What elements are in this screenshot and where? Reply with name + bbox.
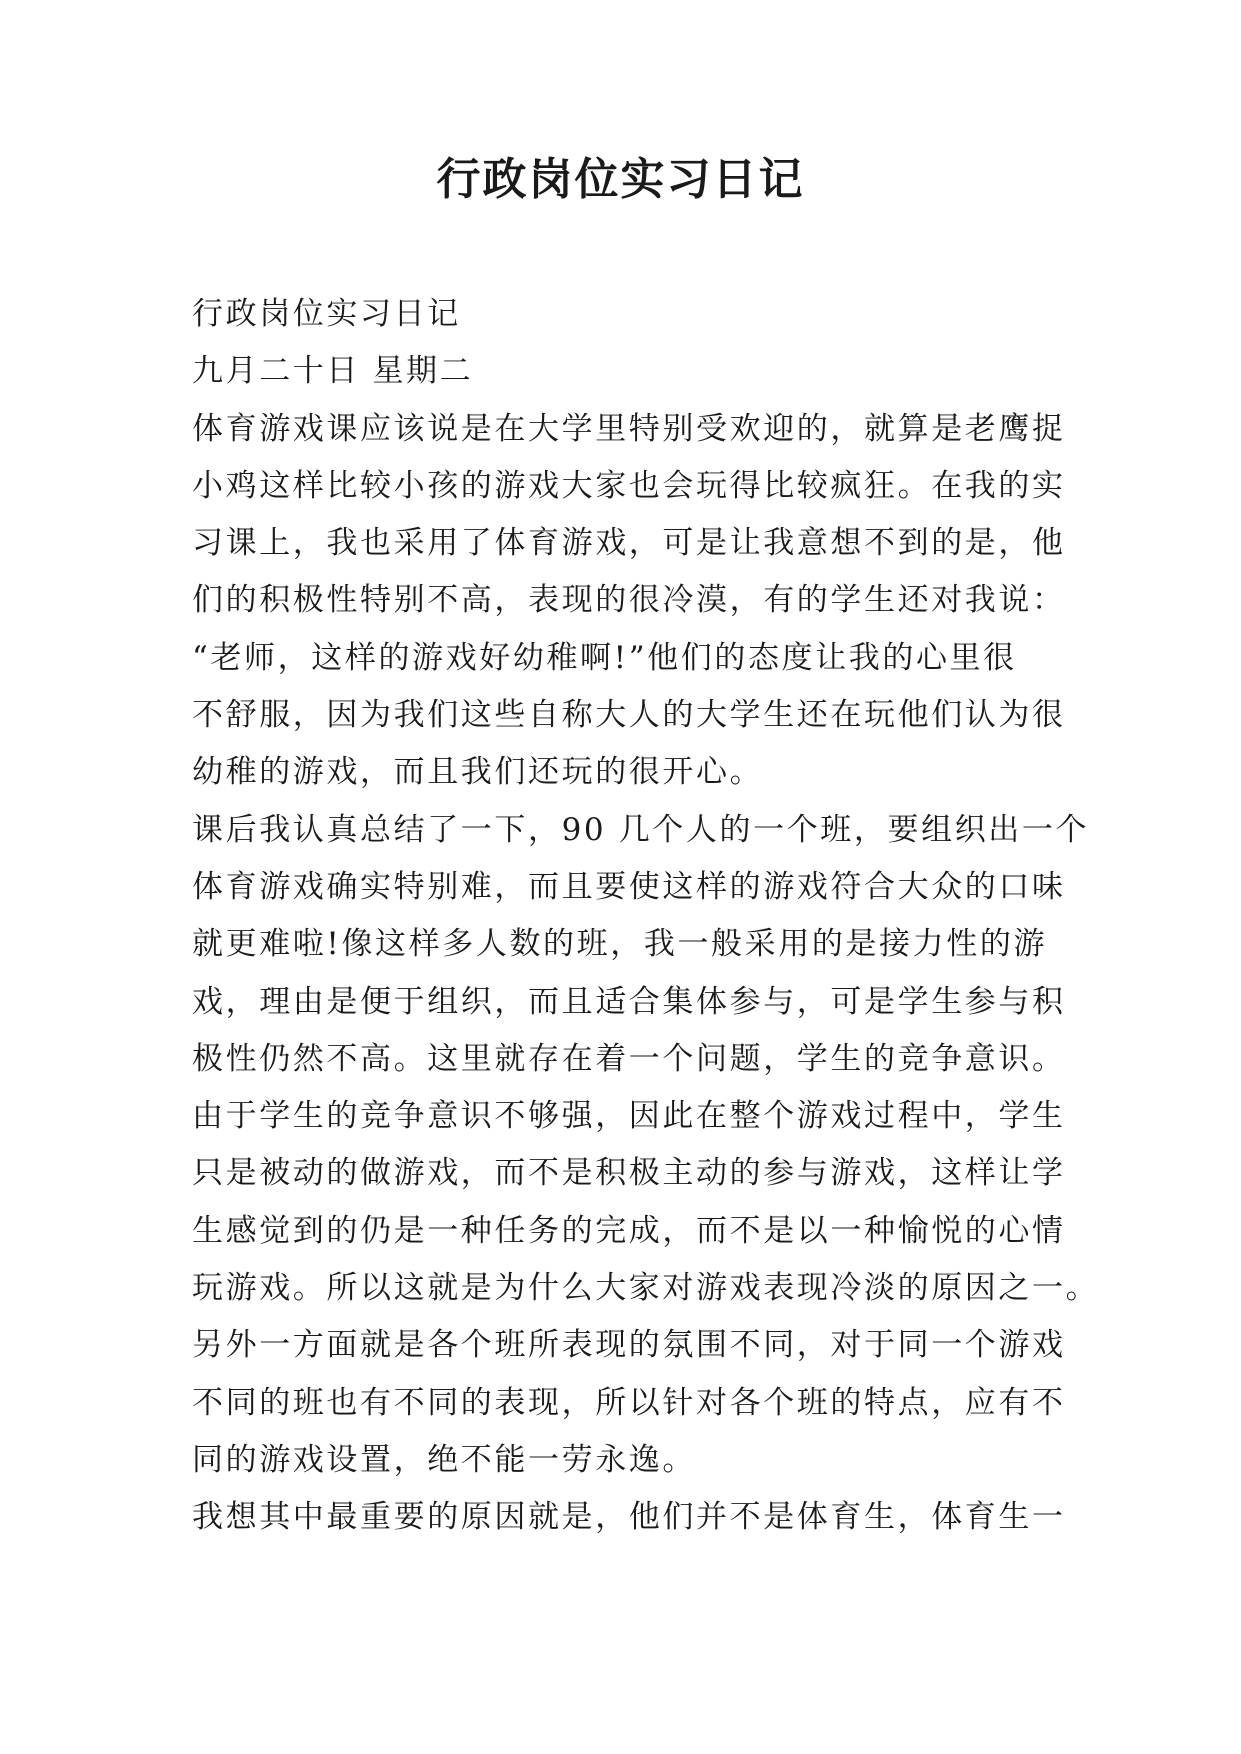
- body-line: 极性仍然不高。这里就存在着一个问题，学生的竞争意识。: [192, 1040, 1066, 1077]
- body-line: 戏，理由是便于组织，而且适合集体参与，可是学生参与积: [192, 983, 1066, 1020]
- body-line: 体育游戏确实特别难，而且要使这样的游戏符合大众的口味: [192, 868, 1066, 905]
- body-line: 只是被动的做游戏，而不是积极主动的参与游戏，这样让学: [192, 1155, 1066, 1192]
- body-line: 不同的班也有不同的表现，所以针对各个班的特点，应有不: [192, 1384, 1066, 1421]
- body-line: 们的积极性特别不高，表现的很冷漠，有的学生还对我说：: [192, 582, 1066, 619]
- body-line: 课后我认真总结了一下，90 几个人的一个班，要组织出一个: [192, 811, 1090, 848]
- body-line: 另外一方面就是各个班所表现的氛围不同，对于同一个游戏: [192, 1327, 1066, 1364]
- body-line: 我想其中最重要的原因就是，他们并不是体育生，体育生一: [192, 1499, 1066, 1536]
- body-line: 行政岗位实习日记: [192, 296, 461, 332]
- body-line: 幼稚的游戏，而且我们还玩的很开心。: [192, 754, 764, 791]
- body-line: 体育游戏课应该说是在大学里特别受欢迎的，就算是老鹰捉: [192, 410, 1066, 447]
- document-title: 行政岗位实习日记: [436, 154, 805, 205]
- body-line: 玩游戏。所以这就是为什么大家对游戏表现冷淡的原因之一。: [192, 1270, 1100, 1307]
- body-line: 小鸡这样比较小孩的游戏大家也会玩得比较疯狂。在我的实: [192, 467, 1066, 504]
- body-line: 习课上，我也采用了体育游戏，可是让我意想不到的是，他: [192, 525, 1066, 562]
- body-line: 就更难啦!像这样多人数的班，我一般采用的是接力性的游: [192, 926, 1048, 963]
- body-line: 九月二十日 星期二: [192, 353, 474, 390]
- body-line: 生感觉到的仍是一种任务的完成，而不是以一种愉悦的心情: [192, 1212, 1066, 1249]
- body-line: 同的游戏设置，绝不能一劳永逸。: [192, 1441, 696, 1478]
- body-line: 不舒服，因为我们这些自称大人的大学生还在玩他们认为很: [192, 697, 1066, 734]
- body-line: “老师，这样的游戏好幼稚啊!”他们的态度让我的心里很: [192, 639, 1017, 676]
- document-body: [192, 286, 1100, 1547]
- body-line: 由于学生的竞争意识不够强，因此在整个游戏过程中，学生: [192, 1098, 1066, 1135]
